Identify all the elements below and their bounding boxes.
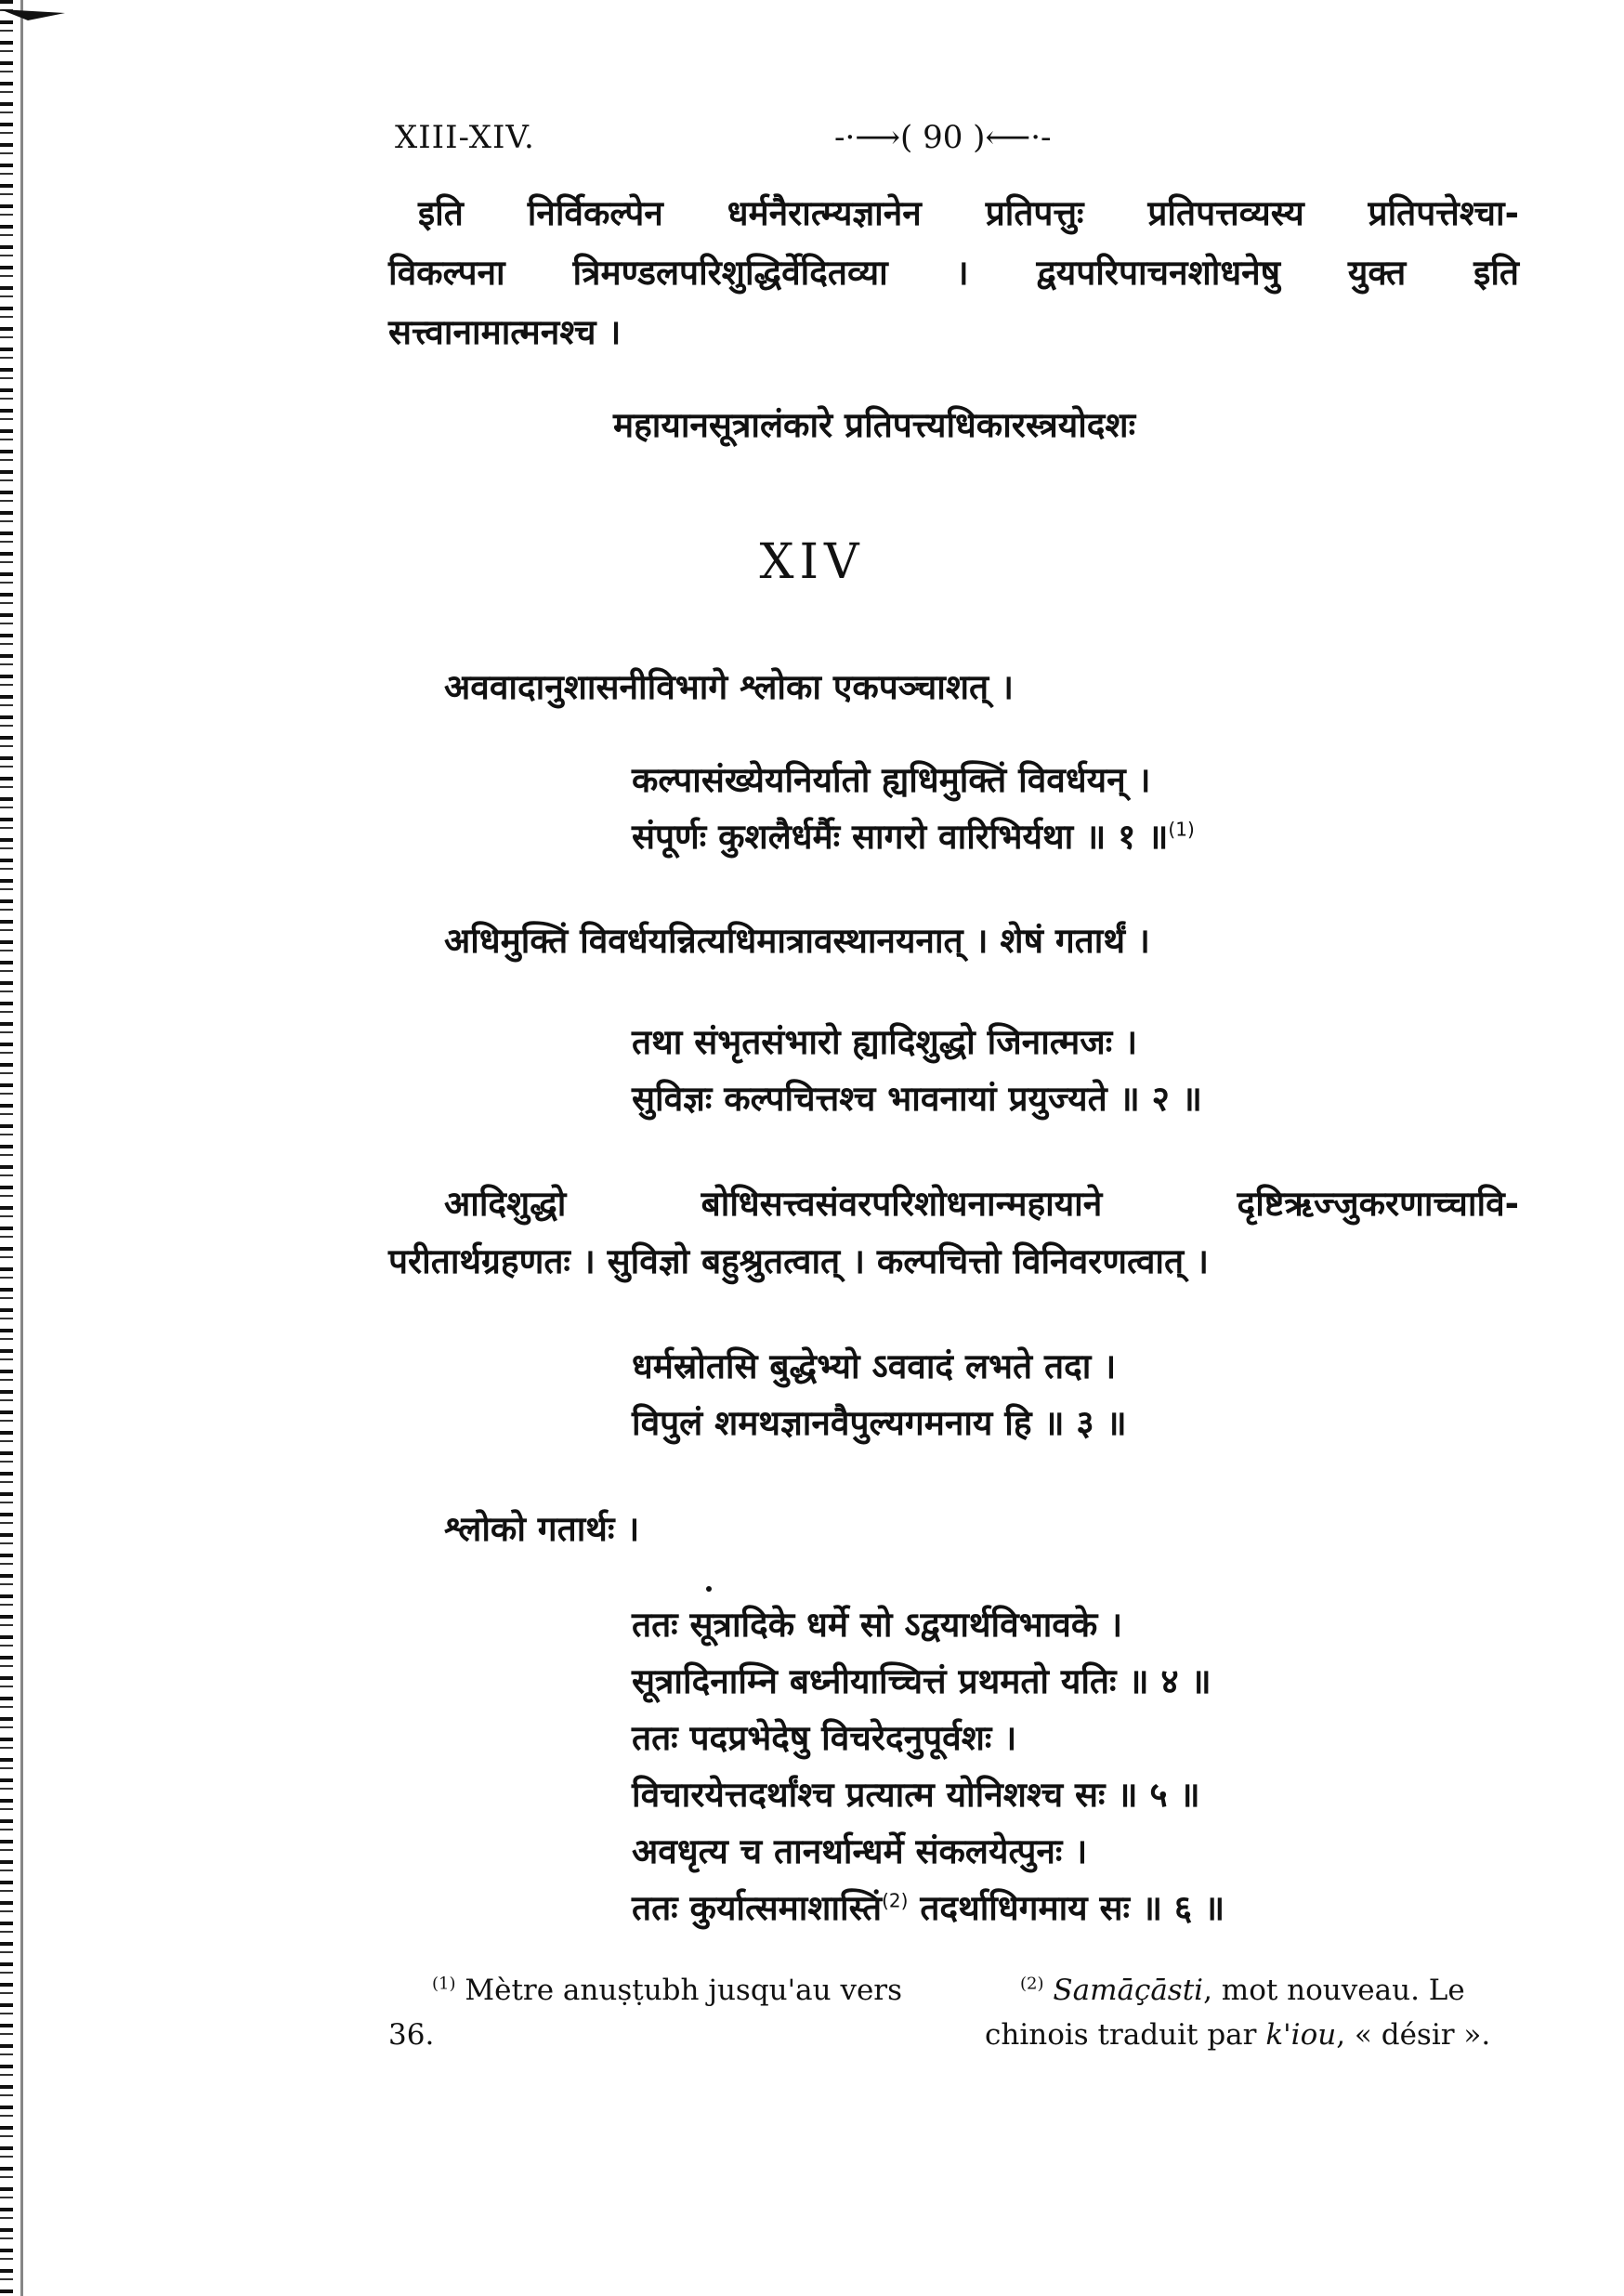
footnote-2-term: Samāçāsti [1053, 1974, 1204, 2007]
page-number: -·⟶( 90 )⟵·- [834, 119, 1052, 156]
verse-3-line-1: धर्मस्रोतसि बुद्धेभ्यो ऽववादं लभते तदा । [632, 1346, 1117, 1386]
verse-2-line-1: तथा संभृतसंभारो ह्यादिशुद्धो जिनात्मजः । [632, 1022, 1138, 1062]
commentary-2-line-1: आदिशुद्धो बोधिसत्त्वसंवरपरिशोधनान्महायाने दृष्टिऋज्जुकरणाच्चावि- [444, 1184, 1519, 1224]
intro-line-1: इति निर्विकल्पेन धर्मनैरात्म्यज्ञानेन प्रतिपत्तुः प्रतिपत्तव्यस्य प्रतिपत्तेश्चा- [418, 193, 1519, 233]
footnote-1 [432, 1974, 902, 2007]
verse-1-line-2-text: संपूर्णः कुशलैर्धर्मैः सागरो वारिभिर्यथा ॥ १ ॥ [632, 817, 1169, 857]
footnote-1-text: Mètre anuṣṭubh jusqu'au vers [465, 1974, 903, 2007]
running-header: XIII-XIV. [395, 119, 535, 156]
corner-mark [0, 0, 84, 33]
verse-6-line-1: अवधृत्य च तानर्थान्धर्मे संकलयेत्पुनः । [632, 1831, 1088, 1871]
intro-line-2: विकल्पना त्रिमण्डलपरिशुद्धिर्वेदितव्या । द्वयपरिपाचनशोधनेषु युक्त इति [388, 253, 1519, 293]
verse-3-line-2: विपुलं शमथज्ञानवैपुल्यगमनाय हि ॥ ३ ॥ [632, 1403, 1127, 1443]
verse-6-line-2 [632, 1883, 1225, 1930]
commentary-1: अधिमुक्तिं विवर्धयन्नित्यधिमात्रावस्थानयनात् । शेषं गतार्थं । [444, 921, 1150, 961]
footnote-ref-1: (1) [1168, 818, 1195, 841]
footnote-2 [1020, 1974, 1465, 2007]
commentary-2-line-2: परीतार्थग्रहणतः । सुविज्ञो बहुश्रुतत्वात् । कल्पचित्तो विनिवरणत्वात् । [388, 1241, 1210, 1281]
binding-edge [0, 0, 13, 2296]
footnote-1-mark: (1) [432, 1974, 456, 1994]
footnote-2-line2-end: , « désir ». [1336, 2018, 1491, 2052]
footnote-2-line2-start: chinois traduit par [985, 2018, 1266, 2052]
footnote-2-text: , mot nouveau. Le [1203, 1974, 1465, 2007]
footnote-2-continuation [985, 2018, 1490, 2052]
verse-5-line-2: विचारयेत्तदर्थांश्च प्रत्यात्म योनिशश्च सः ॥ ५ ॥ [632, 1775, 1200, 1815]
footnote-ref-2: (2) [882, 1889, 909, 1912]
chapter-heading: XIV [759, 534, 865, 590]
verse-4-line-2: सूत्रादिनाम्नि बध्नीयाच्चित्तं प्रथमतो यतिः ॥ ४ ॥ [632, 1661, 1211, 1701]
prose-intro: अववादानुशासनीविभागे श्लोका एकपञ्चाशत् । [444, 667, 1015, 707]
binding-shadow [20, 0, 23, 2296]
verse-6-line-2-text: ततः कुर्यात्समाशास्तिं [632, 1888, 883, 1928]
verse-2-line-2: सुविज्ञः कल्पचित्तश्च भावनायां प्रयुज्यते ॥ २ ॥ [632, 1079, 1202, 1119]
footnote-1-continuation: 36. [388, 2018, 435, 2052]
commentary-3: श्लोको गतार्थः । [444, 1509, 640, 1549]
chapter-colophon: महायानसूत्रालंकारे प्रतिपत्त्यधिकारस्त्रयोदशः [613, 405, 1136, 445]
footnote-2-chinese-term: k'iou [1265, 2018, 1337, 2052]
verse-1-line-2 [632, 811, 1195, 859]
verse-6-line-2-tail: तदर्थाधिगमाय सः ॥ ६ ॥ [920, 1888, 1225, 1928]
footnote-2-mark: (2) [1020, 1974, 1044, 1994]
intro-line-3: सत्त्वानामात्मनश्च । [388, 312, 622, 352]
verse-1-line-1: कल्पासंख्येयनिर्यातो ह्यधिमुक्तिं विवर्धयन् । [632, 760, 1151, 800]
stray-dot [706, 1586, 712, 1592]
verse-5-line-1: ततः पदप्रभेदेषु विचरेदनुपूर्वशः । [632, 1718, 1017, 1758]
verse-4-line-1: ततः सूत्रादिके धर्मे सो ऽद्वयार्थविभावके । [632, 1605, 1123, 1645]
